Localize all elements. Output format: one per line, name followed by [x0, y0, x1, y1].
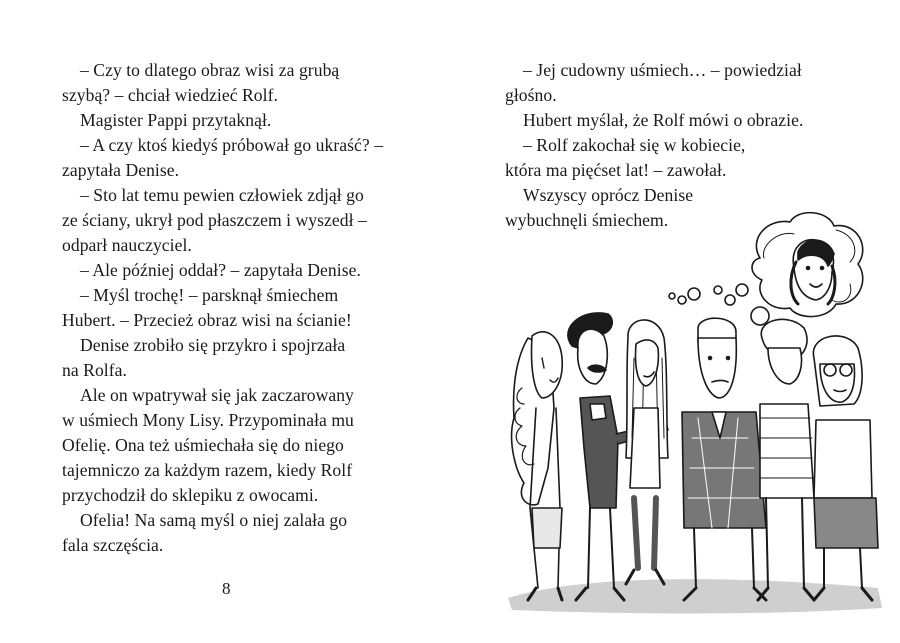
text-line: – Rolf zakochał się w kobiecie,	[523, 135, 746, 155]
text-line: fala szczęścia.	[62, 535, 164, 555]
figure-cardigan-man	[682, 318, 766, 600]
text-line: wybuchnęli śmiechem.	[505, 210, 669, 230]
text-line: odparł nauczyciel.	[62, 235, 192, 255]
figure-long-hair-girl	[626, 320, 668, 584]
text-line: głośno.	[505, 85, 557, 105]
right-text-column	[505, 58, 850, 233]
right-page	[450, 0, 900, 643]
text-line: tajemniczo za każdym razem, kiedy Rolf	[62, 460, 353, 480]
text-line: – Czy to dlatego obraz wisi za grubą	[80, 60, 340, 80]
thought-bubble	[669, 213, 863, 325]
text-line: Ale on wpatrywał się jak zaczarowany	[80, 385, 354, 405]
figure-glasses-woman	[813, 336, 878, 600]
group-illustration	[498, 208, 900, 628]
text-line: Hubert. – Przecież obraz wisi na ścianie!	[62, 310, 352, 330]
text-line: – Sto lat temu pewien człowiek zdjął go	[80, 185, 364, 205]
text-line: – Jej cudowny uśmiech… – powiedział	[523, 60, 802, 80]
text-line: na Rolfa.	[62, 360, 127, 380]
text-line: Denise zrobiło się przykro i spojrzała	[80, 335, 346, 355]
text-line: – A czy ktoś kiedyś próbował go ukraść? –	[80, 135, 384, 155]
text-line: ze ściany, ukrył pod płaszczem i wyszedł –	[62, 210, 367, 230]
text-line: która ma pięćset lat! – zawołał.	[505, 160, 727, 180]
left-text-column	[62, 58, 407, 558]
page-number: 8	[222, 579, 231, 598]
text-line: szybą? – chciał wiedzieć Rolf.	[62, 85, 278, 105]
text-line: Hubert myślał, że Rolf mówi o obrazie.	[523, 110, 804, 130]
text-line: w uśmiech Mony Lisy. Przypominała mu	[62, 410, 354, 430]
text-line: Ofelia! Na samą myśl o niej zalała go	[80, 510, 348, 530]
text-line: zapytała Denise.	[62, 160, 180, 180]
text-line: przychodził do sklepiku z owocami.	[62, 485, 319, 505]
text-line: – Ale później oddał? – zapytała Denise.	[80, 260, 361, 280]
text-line: Ofelię. Ona też uśmiechała się do niego	[62, 435, 344, 455]
figure-patterned-sweater-boy	[758, 319, 814, 600]
figure-curly-girl	[512, 332, 563, 600]
text-line: Magister Pappi przytaknął.	[80, 110, 272, 130]
text-line: – Myśl trochę! – parsknął śmiechem	[80, 285, 339, 305]
text-line: Wszyscy oprócz Denise	[523, 185, 694, 205]
